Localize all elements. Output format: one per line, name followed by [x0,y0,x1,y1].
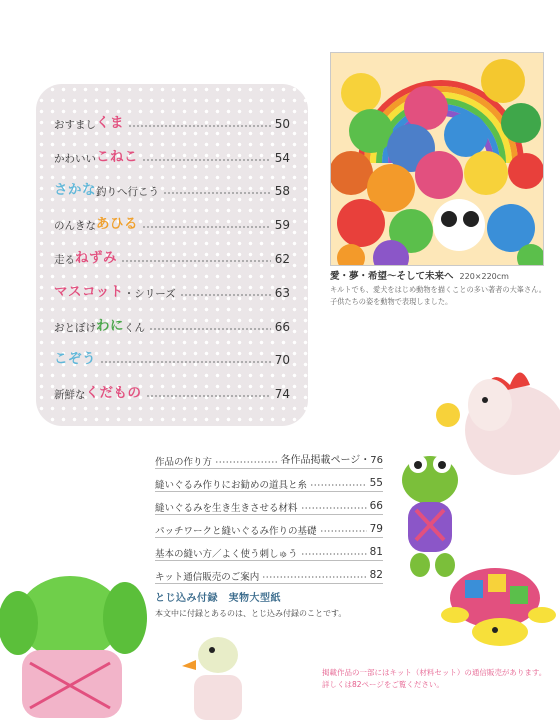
leader-dots [163,192,271,194]
toc-suffix: ・シリーズ [123,287,176,300]
artwork-description [330,284,555,308]
toc-page-number: 74 [274,387,290,401]
toc-prefix: おとぼけ [54,321,96,334]
leader-dots [142,226,271,228]
toc-row[interactable] [54,177,290,197]
turtle-plush-photo [440,560,560,650]
leader-dots [149,328,271,330]
toc-row[interactable] [54,380,290,400]
how-to-page: 66 [369,500,383,512]
artwork-description-line: 子供たちの姿を動物で表現しました。 [330,297,453,306]
how-to-row[interactable] [155,538,383,561]
toc-page-number: 70 [274,353,290,367]
how-to-row[interactable] [155,446,383,469]
how-to-row[interactable] [155,561,383,584]
toc-page-number: 50 [274,117,290,131]
toc-suffix: くん [124,321,145,334]
artwork-caption [330,268,555,308]
insert-title: とじ込み付録 実物大型紙 [155,593,281,604]
artwork-title: 愛・夢・希望～そして未来へ [330,271,454,282]
artwork-size: 220×220cm [459,272,509,281]
toc-row[interactable] [54,346,290,366]
kit-note-line: 詳しくは82ページをご覧ください。 [322,680,444,689]
how-to-row[interactable] [155,492,383,515]
toc-page-number: 58 [274,184,290,198]
toc-page-number: 63 [274,286,290,300]
leader-dots [301,507,367,509]
leader-dots [121,260,271,262]
artwork-title-line [330,268,555,282]
how-to-page: 各作品掲載ページ・76 [280,455,383,466]
toc-page-number: 66 [274,320,290,334]
kit-sales-note [322,667,557,691]
toc-row[interactable] [54,144,290,164]
pattern-insert-note [155,589,415,619]
toc-emph: こねこ [96,148,138,165]
how-to-title: 作品の作り方 [155,457,213,468]
leader-dots [320,530,367,532]
how-to-title: 基本の縫い方／よく使う刺しゅう [155,549,298,560]
how-to-page: 55 [369,477,383,489]
toc-emph: くま [96,114,124,131]
leader-dots [128,125,271,127]
toc-row[interactable] [54,211,290,231]
leader-dots [180,294,271,296]
toc-emph: わに [96,317,124,334]
leader-dots [100,361,271,363]
how-to-page: 79 [369,523,383,535]
how-to-page: 81 [369,546,383,558]
leader-dots [301,553,367,555]
toc-page-number: 62 [274,252,290,266]
duck-plush-photo [180,630,250,720]
how-to-row[interactable] [155,469,383,492]
toc-prefix: 新鮮な [54,388,86,401]
toc-emph: あひる [96,215,138,232]
insert-body: 本文中に付録とあるのは、とじ込み付録のことです。 [155,609,347,618]
toc-emph: くだもの [85,384,142,401]
toc-page-number: 54 [274,151,290,165]
toc-panel [36,84,308,426]
how-to-title: パッチワークと縫いぐるみ作りの基礎 [155,526,317,537]
toc-row[interactable] [54,245,290,265]
leader-dots [262,576,366,578]
leader-dots [146,395,271,397]
how-to-page: 82 [369,569,383,581]
how-to-title: 縫いぐるみ作りにお勧めの道具と糸 [155,480,308,491]
leader-dots [142,159,271,161]
toc-prefix: おすまし [54,118,96,131]
toc-prefix: のんきな [54,219,96,232]
toc-row[interactable] [54,279,290,299]
toc-row[interactable] [54,313,290,333]
toc-emph: こぞう [54,350,96,367]
toc-prefix: かわいい [54,152,96,165]
toc-emph: ねずみ [75,249,117,266]
toc-prefix: 走る [54,253,75,266]
kit-note-line: 掲載作品の一部にはキット（材料セット）の通信販売があります。 [322,668,547,677]
how-to-title: 縫いぐるみを生き生きさせる材料 [155,503,298,514]
toc-row[interactable] [54,110,290,130]
toc-emph: マスコット [54,283,124,300]
toc-suffix: 釣りへ行こう [96,185,159,198]
quilt-artwork-photo [330,52,544,266]
toc-page-number: 59 [274,218,290,232]
toc-emph: さかな [54,181,96,198]
leader-dots [215,461,277,463]
quilt-illustration [331,53,543,265]
leader-dots [310,484,367,486]
how-to-title: キット通信販売のご案内 [155,572,260,583]
how-to-list [155,446,383,584]
frog-plush-photo [390,440,470,580]
elephant-plush-photo [0,568,150,718]
artwork-description-line: キルトでも、愛犬をはじめ動物を描くことの多い著者の大峯さん。 [330,285,546,294]
how-to-row[interactable] [155,515,383,538]
